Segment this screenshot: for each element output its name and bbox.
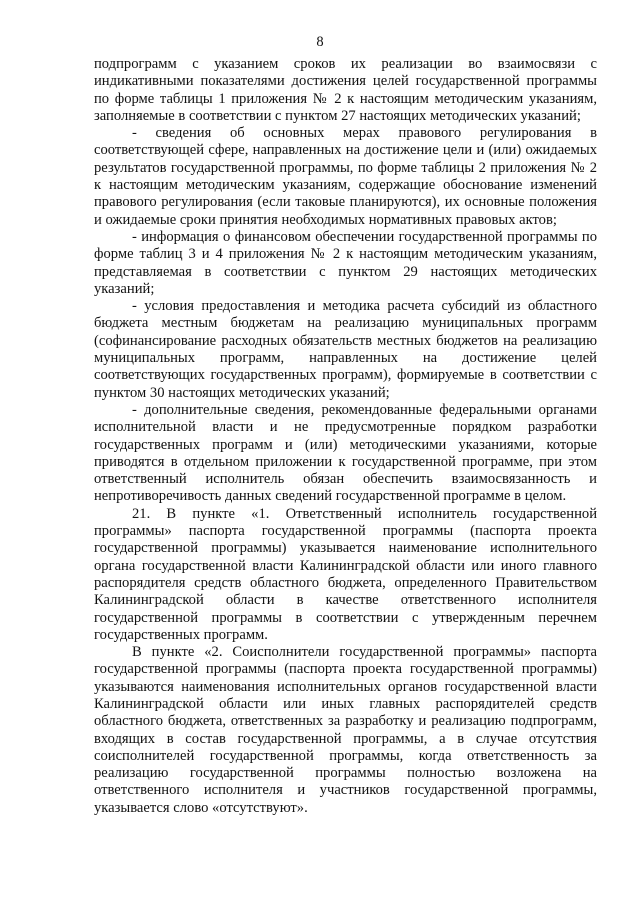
paragraph-subsidies: - условия предоставления и методика расчета субсидий из областного бюджета местным бюджетам на реализацию муниципальных программ (софинансирование расходных обязательств местных бюджетов на реализацию муниципальных программ, направленных на достижение целей соответствующих государственных программ), формируемые в соответствии с пунктом 30 настоящих методических указаний;: [94, 298, 597, 401]
paragraph-continuation: подпрограмм с указанием сроков их реализации во взаимосвязи с индикативными показателями достижения целей государственной программы по форме таблицы 1 приложения № 2 к настоящим методическим указаниям, заполняемые в соответствии с пунктом 27 настоящих методических указаний;: [94, 56, 597, 124]
paragraph-legal-regulation: - сведения об основных мерах правового регулирования в соответствующей сфере, направленных на достижение цели и (или) ожидаемых результатов государственной программы, по форме таблицы 2 приложения № 2 к настоящим методическим указаниям, содержащие обоснование изменений правового регулирования (если таковые планируются), их основные положения и ожидаемые сроки принятия необходимых нормативных правовых актов;: [94, 125, 597, 228]
page-number: 8: [316, 34, 324, 50]
paragraph-co-executors: В пункте «2. Соисполнители государственной программы» паспорта государственной программы (паспорта проекта государственной программы) указываются наименования исполнительных органов государственной власти Калининградской области или иных главных распорядителей средств областного бюджета, ответственных за разработку и реализацию подпрограмм, входящих в состав государственной программы, а в случае отсутствия соисполнителей государственной программы, когда ответственность за реализацию государственной программы полностью возложена на ответственного исполнителя и участников государственной программы, указывается слово «отсутствуют».: [94, 644, 597, 816]
paragraph-additional-info: - дополнительные сведения, рекомендованные федеральными органами исполнительной власти и не предусмотренные порядком разработки государственных программ и (или) методическими указаниями, которые приводятся в отдельном приложении к государственной программе, при этом ответственный исполнитель обязан обеспечить взаимосвязанность и непротиворечивость данных сведений государственной программе в целом.: [94, 401, 597, 505]
document-body: [94, 56, 597, 817]
paragraph-item-21: 21. В пункте «1. Ответственный исполнитель государственной программы» паспорта государственной программы (паспорта проекта государственной программы) указывается наименование исполнительного органа государственной власти Калининградской области или иного главного распорядителя средств областного бюджета, определенного Правительством Калининградской области в качестве ответственного исполнителя государственной программы в соответствии с утвержденным перечнем государственных программ.: [94, 505, 597, 643]
paragraph-financial-info: - информация о финансовом обеспечении государственной программы по форме таблиц 3 и 4 приложения № 2 к настоящим методическим указаниям, представляемая в соответствии с пунктом 29 настоящих методических указаний;: [94, 228, 597, 297]
